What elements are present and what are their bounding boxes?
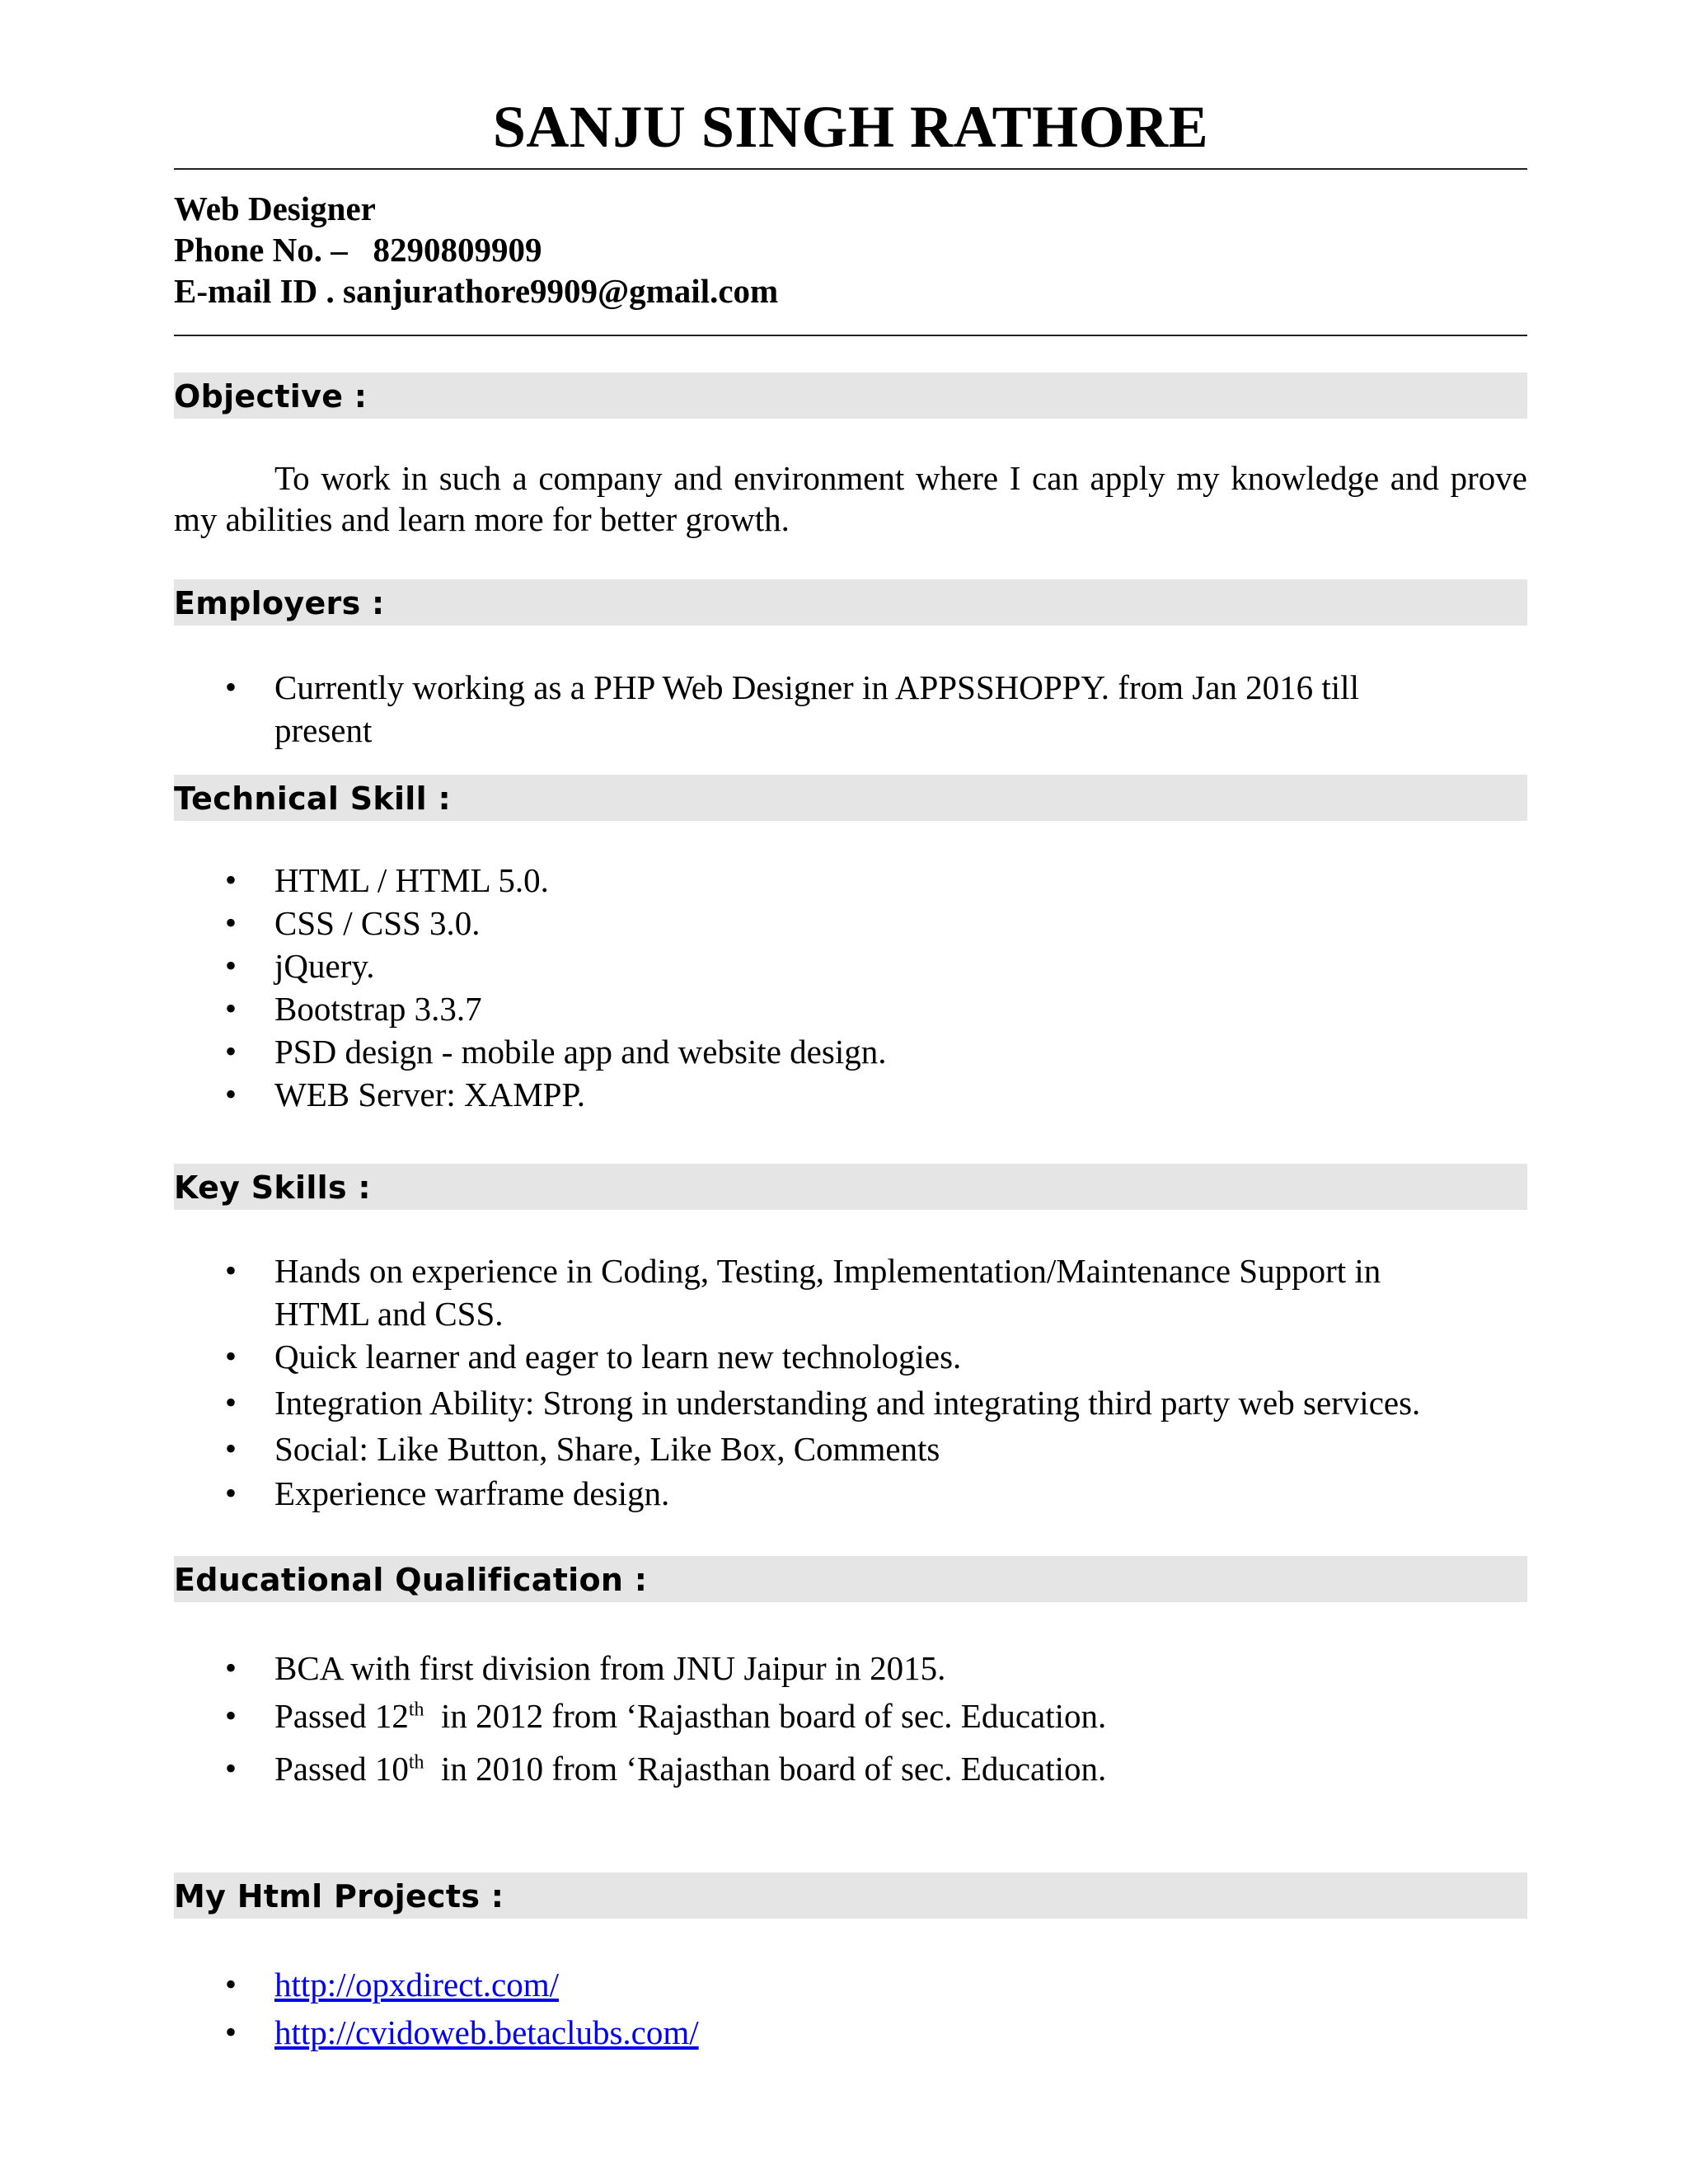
list-item [174,1381,1527,1424]
section-key-skills [174,1164,1527,1210]
section-title-projects: My Html Projects : [174,1878,504,1915]
section-title-technical-skill: Technical Skill : [174,780,451,817]
key-skill-text: Hands on experience in Coding, Testing, Implementation/Maintenance Support in HTML and CSS. [274,1252,1381,1333]
bullet-icon: • [225,1966,237,2003]
bullet-icon: • [225,1430,237,1467]
bullet-icon: • [225,1474,237,1511]
role-title: Web Designer [174,190,376,227]
email-label: E-mail ID . [174,272,335,310]
section-technical-skill [174,775,1527,821]
phone-number: 8290809909 [373,231,542,269]
key-skill-text: Integration Ability: Strong in understanding and integrating third party web services. [274,1384,1421,1422]
list-item [174,1427,1527,1470]
technical-skill-list [174,859,1527,1116]
section-title-employers: Employers : [174,585,385,621]
superscript: th [408,1699,424,1721]
list-item [174,1694,1527,1737]
list-item [174,1647,1527,1690]
section-employers [174,579,1527,626]
header-divider-bottom [174,335,1527,336]
education-list [174,1647,1527,1790]
list-item [174,944,1527,987]
employers-list [174,666,1527,752]
list-item [174,1963,1527,2006]
key-skill-text: Social: Like Button, Share, Like Box, Comments [274,1430,940,1468]
list-item [174,902,1527,944]
section-title-objective: Objective : [174,378,368,415]
bullet-icon: • [225,1750,237,1787]
email-line [174,270,778,312]
key-skills-list [174,1249,1527,1515]
bullet-icon: • [225,2013,237,2050]
bullet-icon: • [225,990,237,1027]
key-skill-text: Quick learner and eager to learn new technologies. [274,1338,962,1376]
education-text: in 2012 from ‘Rajasthan board of sec. Education. [424,1697,1107,1735]
education-text: in 2010 from ‘Rajasthan board of sec. Education. [424,1750,1107,1788]
list-item [174,859,1527,902]
bullet-icon: • [225,1338,237,1375]
bullet-icon: • [225,1384,237,1421]
bullet-icon: • [225,1033,237,1070]
list-item [174,1335,1527,1378]
superscript: th [408,1751,424,1774]
list-item [174,1030,1527,1073]
education-text: BCA with first division from JNU Jaipur in 2015. [274,1649,946,1687]
list-item [174,666,1527,752]
list-item [174,1472,1527,1515]
skill-text: PSD design - mobile app and website design. [274,1033,887,1071]
section-title-key-skills: Key Skills : [174,1169,371,1206]
education-text: Passed 12 [274,1697,409,1735]
candidate-name: SANJU SINGH RATHORE [492,94,1209,160]
list-item [174,987,1527,1030]
email-address: sanjurathore9909@gmail.com [343,272,779,310]
project-link-cvidoweb[interactable]: http://cvidoweb.betaclubs.com/ [274,2013,699,2051]
project-link-opxdirect[interactable]: http://opxdirect.com/ [274,1966,560,2004]
bullet-icon: • [225,1649,237,1686]
projects-list [174,1963,1527,2054]
education-text: Passed 10 [274,1750,409,1788]
skill-text: CSS / CSS 3.0. [274,904,481,942]
bullet-icon: • [225,1076,237,1113]
key-skill-text: Experience warframe design. [274,1474,670,1512]
bullet-icon: • [225,904,237,941]
skill-text: Bootstrap 3.3.7 [274,990,482,1028]
section-objective [174,373,1527,419]
header-divider-top [174,168,1527,170]
bullet-icon: • [225,947,237,984]
skill-text: jQuery. [274,947,375,985]
section-title-education: Educational Qualification : [174,1562,648,1598]
list-item [174,1249,1527,1335]
bullet-icon: • [225,1252,237,1289]
section-projects [174,1872,1527,1919]
list-item [174,2011,1527,2054]
contact-block [174,188,778,312]
employer-entry: Currently working as a PHP Web Designer in APPSSHOPPY. from Jan 2016 till present [274,668,1359,749]
phone-label: Phone No. – [174,231,348,269]
list-item [174,1073,1527,1116]
section-education [174,1556,1527,1602]
skill-text: WEB Server: XAMPP. [274,1076,585,1113]
list-item [174,1747,1527,1790]
bullet-icon: • [225,861,237,898]
phone-line [174,229,778,270]
bullet-icon: • [225,668,237,705]
skill-text: HTML / HTML 5.0. [274,861,549,899]
bullet-icon: • [225,1697,237,1734]
objective-text: To work in such a company and environment where I can apply my knowledge and prove my abilities and learn more for better growth. [174,459,1527,538]
